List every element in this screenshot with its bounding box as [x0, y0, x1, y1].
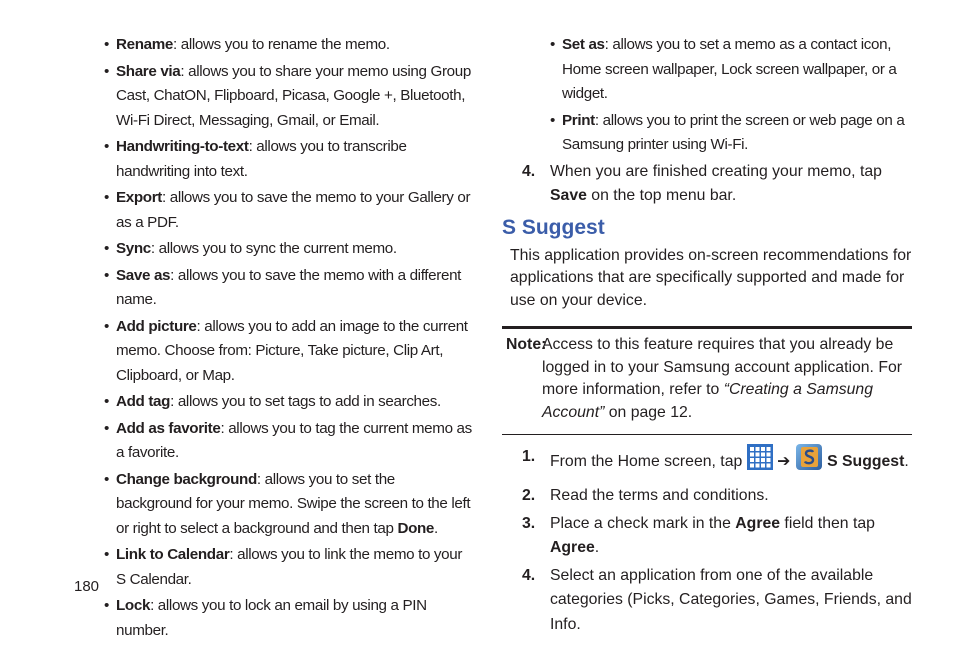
section-heading: S Suggest [502, 215, 605, 239]
bullet-link-to-calendar: • Link to Calendar: allows you to link the memo to your S Calendar. [104, 543, 472, 592]
bullet-add-tag: • Add tag: allows you to set tags to add in searches. [104, 390, 472, 415]
step-4-save: 4. When you are finished creating your memo, tap Save on the top menu bar. [522, 162, 882, 204]
bullet-change-background: • Change background: allows you to set the background for your memo. Swipe the screen to the left or right to select a background and then tap Done. [104, 468, 472, 542]
bullet-handwriting: • Handwriting-to-text: allows you to transcribe handwriting into text. [104, 135, 472, 184]
note-body: Access to this feature requires that you already be logged in to your Samsung account application. For more information, refer to “Creating a Samsung Account” on page 12. [542, 336, 903, 421]
page-number: 180 [74, 578, 100, 595]
bullet-set-as: • Set as: allows you to set a memo as a contact icon, Home screen wallpaper, Lock screen wallpaper, or a widget. [550, 33, 912, 107]
arrow-icon: ➔ [777, 453, 791, 471]
bullet-print: • Print: allows you to print the screen or web page on a Samsung printer using Wi-Fi. [550, 109, 912, 158]
right-bullets [550, 33, 912, 158]
step-1: 1. From the Home screen, tap ➔ S Suggest. [502, 443, 912, 481]
apps-grid-icon [747, 444, 773, 480]
steps-list [502, 443, 912, 637]
step-4-select: 4. Select an application from one of the available categories (Picks, Categories, Games, Friends, and Info. [522, 566, 912, 633]
note-box [502, 326, 912, 435]
bullet-rename: • Rename: allows you to rename the memo. [104, 33, 472, 58]
s-suggest-app-icon [795, 443, 823, 481]
left-column [104, 33, 472, 645]
bullet-add-picture: • Add picture: allows you to add an image to the current memo. Choose from: Picture, Take picture, Clip Art, Clipboard, or Map. [104, 315, 472, 389]
bullet-share-via: • Share via: allows you to share your memo using Group Cast, ChatON, Flipboard, Picasa, Google +, Bluetooth, Wi-Fi Direct, Messaging, Gmail, or Email. [104, 60, 472, 134]
step-2: 2. Read the terms and conditions. [522, 487, 769, 504]
note-label: Note: [506, 336, 547, 353]
bullet-add-as-favorite: • Add as favorite: allows you to tag the current memo as a favorite. [104, 417, 472, 466]
bullet-lock: • Lock: allows you to lock an email by using a PIN number. [104, 594, 472, 643]
right-column [502, 33, 912, 640]
intro-paragraph: This application provides on-screen recommendations for applications that are specifically supported and made for use on your device. [510, 246, 912, 309]
bullet-save-as: • Save as: allows you to save the memo with a different name. [104, 264, 472, 313]
bullet-export: • Export: allows you to save the memo to your Gallery or as a PDF. [104, 186, 472, 235]
bullet-sync: • Sync: allows you to sync the current memo. [104, 237, 472, 262]
step-3: 3. Place a check mark in the Agree field then tap Agree. [522, 514, 875, 556]
